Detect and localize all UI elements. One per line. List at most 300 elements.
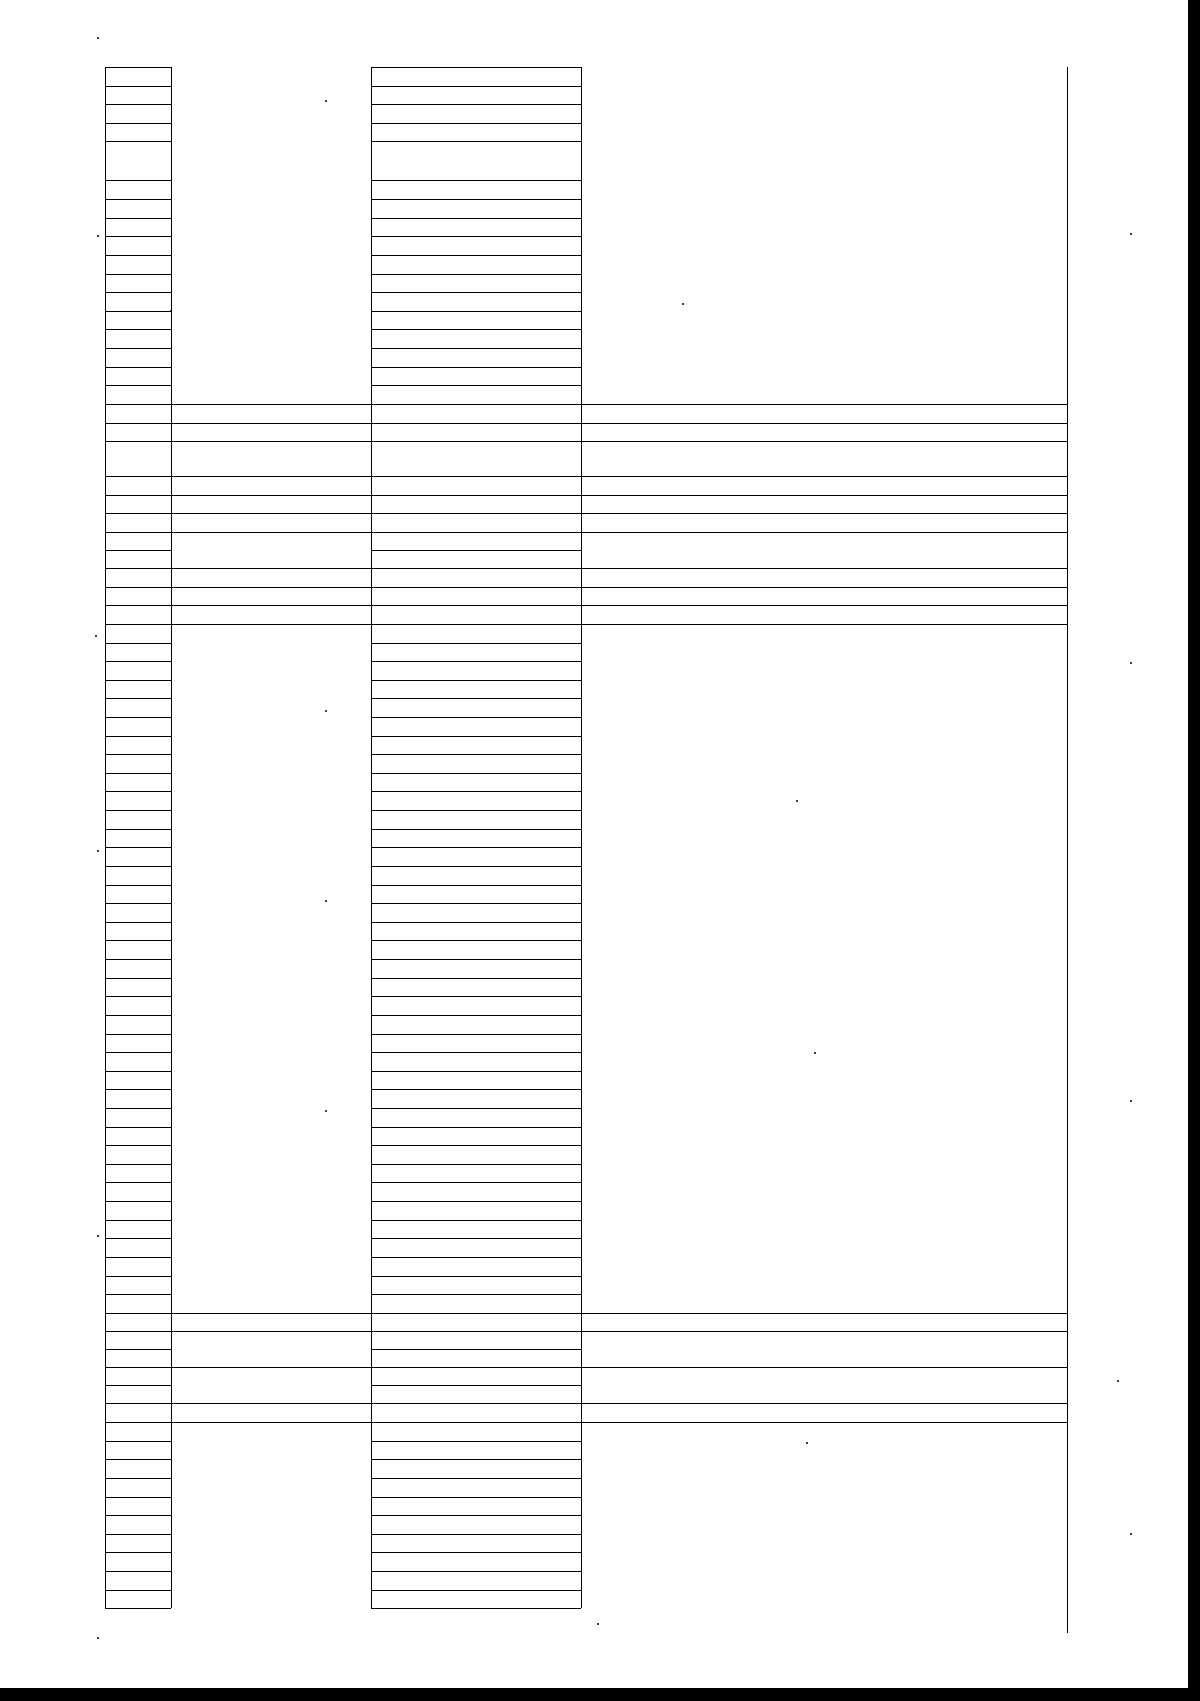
sub-cadastral-number: [371, 1294, 581, 1313]
row-divider: [371, 104, 581, 105]
row-divider: [371, 236, 581, 237]
scan-speck: [1117, 1380, 1119, 1382]
row-divider: [371, 199, 581, 200]
row-divider: [371, 1257, 581, 1258]
row-number: [105, 292, 171, 311]
sub-cadastral-number: [371, 624, 581, 643]
row-divider: [105, 532, 171, 533]
row-number: [105, 1201, 171, 1220]
row-divider: [371, 736, 581, 737]
row-divider: [371, 1608, 581, 1609]
row-divider: [371, 1127, 581, 1128]
row-number: [105, 1257, 171, 1276]
row-number: [105, 1331, 171, 1349]
row-divider: [105, 1497, 171, 1498]
row-divider: [371, 885, 581, 886]
address: [585, 513, 1063, 532]
cadastral-number: [171, 1313, 371, 1332]
row-divider: [105, 1089, 171, 1090]
row-divider: [105, 329, 171, 330]
sub-cadastral-number: [371, 643, 581, 662]
column-divider: [105, 67, 106, 1608]
row-number: [105, 329, 171, 348]
row-divider: [105, 441, 171, 442]
row-divider: [371, 1590, 581, 1591]
row-divider: [371, 996, 581, 997]
row-number: [105, 1534, 171, 1553]
sub-cadastral-number: [371, 996, 581, 1015]
row-divider: [581, 404, 1067, 405]
row-number: [105, 568, 171, 587]
row-divider: [105, 199, 171, 200]
row-number: [105, 791, 171, 810]
row-number: [105, 922, 171, 941]
row-number: [105, 1089, 171, 1108]
row-number: [105, 495, 171, 514]
row-number: [105, 1403, 171, 1422]
row-divider: [105, 568, 171, 569]
sub-cadastral-number: [371, 104, 581, 123]
row-divider: [371, 810, 581, 811]
row-divider: [371, 922, 581, 923]
sub-cadastral-number: [371, 348, 581, 367]
row-divider: [105, 292, 171, 293]
row-divider: [105, 476, 171, 477]
address: [585, 423, 1063, 442]
sub-cadastral-number: [371, 329, 581, 348]
row-divider: [105, 810, 171, 811]
row-divider: [371, 423, 581, 424]
address: [585, 587, 1063, 606]
row-divider: [371, 1034, 581, 1035]
row-divider: [105, 885, 171, 886]
row-divider: [105, 1257, 171, 1258]
row-divider: [105, 1238, 171, 1239]
sub-cadastral-number: [371, 1459, 581, 1478]
row-divider: [371, 940, 581, 941]
row-divider: [105, 236, 171, 237]
row-number: [105, 1497, 171, 1516]
row-divider: [371, 773, 581, 774]
row-divider: [371, 1478, 581, 1479]
row-divider: [105, 274, 171, 275]
row-divider: [371, 255, 581, 256]
scan-speck: [1130, 662, 1132, 664]
row-divider: [105, 1534, 171, 1535]
row-divider: [105, 123, 171, 124]
row-divider: [371, 348, 581, 349]
row-divider: [105, 754, 171, 755]
row-divider: [105, 423, 171, 424]
row-divider: [371, 1220, 581, 1221]
row-divider: [105, 717, 171, 718]
row-number: [105, 123, 171, 142]
row-number: [105, 1276, 171, 1295]
scan-speck: [325, 710, 327, 712]
row-divider: [581, 568, 1067, 569]
row-divider: [371, 1313, 581, 1314]
row-divider: [171, 441, 371, 442]
row-number: [105, 661, 171, 680]
row-divider: [581, 513, 1067, 514]
row-divider: [105, 791, 171, 792]
cadastral-number: [171, 568, 371, 587]
sub-cadastral-number: [371, 791, 581, 810]
address: [585, 1313, 1063, 1332]
row-divider: [371, 1164, 581, 1165]
row-number: [105, 754, 171, 773]
row-number: [105, 1294, 171, 1313]
row-divider: [371, 532, 581, 533]
row-divider: [105, 698, 171, 699]
scan-edge-bottom: [0, 1688, 1200, 1701]
row-number: [105, 1108, 171, 1127]
row-number: [105, 1590, 171, 1609]
row-number: [105, 180, 171, 199]
row-divider: [371, 847, 581, 848]
cadastral-number: [171, 1331, 371, 1367]
row-divider: [105, 141, 171, 142]
row-number: [105, 1552, 171, 1571]
sub-cadastral-number: [371, 959, 581, 978]
sub-cadastral-number: [371, 292, 581, 311]
scan-speck: [806, 1442, 808, 1444]
scan-speck: [97, 37, 99, 39]
row-divider: [105, 1182, 171, 1183]
row-divider: [371, 513, 581, 514]
row-divider: [371, 754, 581, 755]
row-divider: [371, 1015, 581, 1016]
cadastral-number: [171, 1403, 371, 1422]
row-divider: [105, 1367, 171, 1368]
row-divider: [105, 922, 171, 923]
row-number: [105, 532, 171, 550]
sub-cadastral-number: [371, 1349, 581, 1367]
row-number: [105, 624, 171, 643]
row-number: [105, 1422, 171, 1441]
sub-cadastral-number: [371, 385, 581, 404]
sub-cadastral-number: [371, 67, 581, 86]
row-divider: [171, 1367, 371, 1368]
row-divider: [581, 624, 1067, 625]
row-divider: [371, 698, 581, 699]
sub-cadastral-number: [371, 903, 581, 922]
row-divider: [371, 1089, 581, 1090]
row-divider: [171, 404, 371, 405]
row-divider: [371, 1441, 581, 1442]
row-number: [105, 940, 171, 959]
row-number: [105, 311, 171, 330]
address: [581, 624, 1067, 1313]
sub-cadastral-number: [371, 885, 581, 904]
row-divider: [105, 1294, 171, 1295]
scan-speck: [814, 1052, 816, 1054]
row-divider: [171, 513, 371, 514]
sub-cadastral-number: [371, 1590, 581, 1609]
row-number: [105, 1367, 171, 1385]
row-divider: [371, 1534, 581, 1535]
row-divider: [105, 829, 171, 830]
row-divider: [105, 1552, 171, 1553]
row-divider: [371, 866, 581, 867]
row-number: [105, 255, 171, 274]
address: [581, 1367, 1067, 1403]
row-number: [105, 1238, 171, 1257]
sub-cadastral-number: [371, 1422, 581, 1441]
row-divider: [105, 404, 171, 405]
row-divider: [105, 643, 171, 644]
sub-cadastral-number: [371, 367, 581, 386]
column-divider: [171, 67, 172, 1608]
row-divider: [105, 513, 171, 514]
sub-cadastral-number: [371, 773, 581, 792]
sub-cadastral-number: [371, 866, 581, 885]
row-divider: [371, 404, 581, 405]
sub-cadastral-number: [371, 1552, 581, 1571]
row-divider: [105, 67, 171, 68]
sub-cadastral-number: [371, 123, 581, 142]
row-divider: [105, 1331, 171, 1332]
scan-speck: [597, 1623, 599, 1625]
row-divider: [105, 1441, 171, 1442]
row-divider: [371, 1552, 581, 1553]
row-number: [105, 829, 171, 848]
row-divider: [105, 736, 171, 737]
cadastral-number: [171, 476, 371, 495]
sub-cadastral-number: [371, 199, 581, 218]
row-divider: [371, 141, 581, 142]
row-divider: [105, 180, 171, 181]
row-number: [105, 680, 171, 699]
row-divider: [371, 1071, 581, 1072]
cadastral-number: [171, 532, 371, 568]
row-number: [105, 423, 171, 442]
row-divider: [371, 550, 581, 551]
row-divider: [371, 624, 581, 625]
sub-cadastral-number: [371, 1220, 581, 1239]
row-divider: [105, 550, 171, 551]
row-divider: [105, 959, 171, 960]
row-divider: [105, 605, 171, 606]
row-divider: [371, 1108, 581, 1109]
row-divider: [581, 1403, 1067, 1404]
row-divider: [371, 1349, 581, 1350]
row-divider: [371, 1459, 581, 1460]
scan-speck: [682, 303, 684, 305]
address: [581, 1331, 1067, 1367]
row-number: [105, 605, 171, 624]
scan-speck: [97, 850, 99, 852]
column-divider: [371, 67, 372, 1608]
sub-cadastral-number: [371, 532, 581, 550]
row-divider: [171, 1403, 371, 1404]
sub-cadastral-number: [371, 680, 581, 699]
row-divider: [581, 1331, 1067, 1332]
cadastral-number: [171, 605, 371, 624]
sub-cadastral-number: [371, 86, 581, 105]
row-number: [105, 141, 171, 180]
row-divider: [105, 1127, 171, 1128]
row-divider: [371, 1571, 581, 1572]
sub-cadastral-number: [371, 1201, 581, 1220]
row-number: [105, 476, 171, 495]
row-divider: [105, 680, 171, 681]
sub-cadastral-number: [371, 717, 581, 736]
row-divider: [105, 1478, 171, 1479]
row-divider: [105, 1385, 171, 1386]
row-number: [105, 1349, 171, 1367]
row-number: [105, 1164, 171, 1183]
row-divider: [105, 996, 171, 997]
row-number: [105, 404, 171, 423]
row-divider: [105, 1034, 171, 1035]
row-number: [105, 773, 171, 792]
row-number: [105, 348, 171, 367]
row-divider: [105, 311, 171, 312]
address: [585, 441, 1063, 476]
scan-speck: [1130, 1100, 1132, 1102]
row-divider: [105, 1608, 171, 1609]
row-divider: [371, 274, 581, 275]
row-divider: [371, 661, 581, 662]
row-divider: [371, 329, 581, 330]
row-divider: [371, 568, 581, 569]
sub-cadastral-number: [371, 1127, 581, 1146]
row-number: [105, 1034, 171, 1053]
row-divider: [171, 587, 371, 588]
row-number: [105, 104, 171, 123]
scan-speck: [325, 100, 327, 102]
row-number: [105, 1015, 171, 1034]
row-divider: [371, 1497, 581, 1498]
row-divider: [581, 441, 1067, 442]
sub-cadastral-number: [371, 274, 581, 293]
scan-edge-right: [1188, 0, 1200, 1701]
row-divider: [105, 978, 171, 979]
row-divider: [371, 1385, 581, 1386]
sub-cadastral-number: [371, 978, 581, 997]
sub-cadastral-number: [371, 1164, 581, 1183]
row-divider: [105, 1164, 171, 1165]
row-divider: [371, 1276, 581, 1277]
scan-speck: [325, 1110, 327, 1112]
row-divider: [371, 1422, 581, 1423]
sub-cadastral-number: [371, 1034, 581, 1053]
row-number: [105, 1145, 171, 1164]
row-number: [105, 959, 171, 978]
sub-cadastral-number: [371, 1238, 581, 1257]
cadastral-number: [171, 441, 371, 476]
address: [585, 476, 1063, 495]
row-divider: [371, 367, 581, 368]
row-divider: [171, 495, 371, 496]
row-divider: [371, 495, 581, 496]
row-divider: [105, 348, 171, 349]
row-divider: [371, 903, 581, 904]
sub-cadastral-number: [371, 180, 581, 199]
row-divider: [105, 1052, 171, 1053]
sub-cadastral-number: [371, 1571, 581, 1590]
sub-cadastral-number: [371, 1497, 581, 1516]
row-number: [105, 199, 171, 218]
row-number: [105, 717, 171, 736]
row-divider: [105, 773, 171, 774]
row-divider: [581, 495, 1067, 496]
row-number: [105, 550, 171, 568]
row-divider: [371, 218, 581, 219]
scan-speck: [1130, 1533, 1132, 1535]
cadastral-number: [171, 423, 371, 442]
row-divider: [371, 67, 581, 68]
sub-cadastral-number: [371, 550, 581, 568]
scan-speck: [97, 1235, 99, 1237]
row-divider: [105, 1403, 171, 1404]
row-divider: [171, 624, 371, 625]
row-divider: [105, 661, 171, 662]
row-number: [105, 1478, 171, 1497]
row-number: [105, 643, 171, 662]
sub-cadastral-number: [371, 1071, 581, 1090]
row-divider: [581, 476, 1067, 477]
sub-cadastral-number: [371, 1257, 581, 1276]
row-divider: [105, 1071, 171, 1072]
sub-cadastral-number: [371, 1385, 581, 1403]
row-divider: [371, 1052, 581, 1053]
scan-speck: [1130, 233, 1132, 235]
row-divider: [105, 624, 171, 625]
sub-cadastral-number: [371, 218, 581, 237]
row-divider: [105, 1349, 171, 1350]
row-number: [105, 385, 171, 404]
scan-speck: [170, 310, 172, 312]
column-divider: [581, 67, 582, 1608]
scan-speck: [95, 635, 97, 637]
cadastral-number: [171, 404, 371, 423]
row-divider: [105, 1015, 171, 1016]
row-divider: [105, 866, 171, 867]
row-number: [105, 698, 171, 717]
sub-cadastral-number: [371, 1331, 581, 1349]
row-divider: [371, 1238, 581, 1239]
row-divider: [371, 605, 581, 606]
address: [585, 568, 1063, 587]
sub-cadastral-number: [371, 236, 581, 255]
row-divider: [371, 292, 581, 293]
row-number: [105, 996, 171, 1015]
cadastral-number: [171, 624, 371, 1313]
cadastral-number: [171, 495, 371, 514]
row-number: [105, 367, 171, 386]
row-divider: [581, 423, 1067, 424]
row-divider: [105, 1276, 171, 1277]
row-divider: [105, 1422, 171, 1423]
row-divider: [105, 1201, 171, 1202]
cadastral-number: [171, 587, 371, 606]
row-number: [105, 587, 171, 606]
row-divider: [105, 903, 171, 904]
row-number: [105, 86, 171, 105]
row-divider: [105, 255, 171, 256]
sub-cadastral-number: [371, 311, 581, 330]
row-number: [105, 847, 171, 866]
sub-cadastral-number: [371, 1145, 581, 1164]
row-divider: [105, 847, 171, 848]
row-divider: [581, 1422, 1067, 1423]
row-number: [105, 1441, 171, 1460]
row-divider: [105, 940, 171, 941]
row-divider: [105, 218, 171, 219]
row-divider: [371, 1182, 581, 1183]
